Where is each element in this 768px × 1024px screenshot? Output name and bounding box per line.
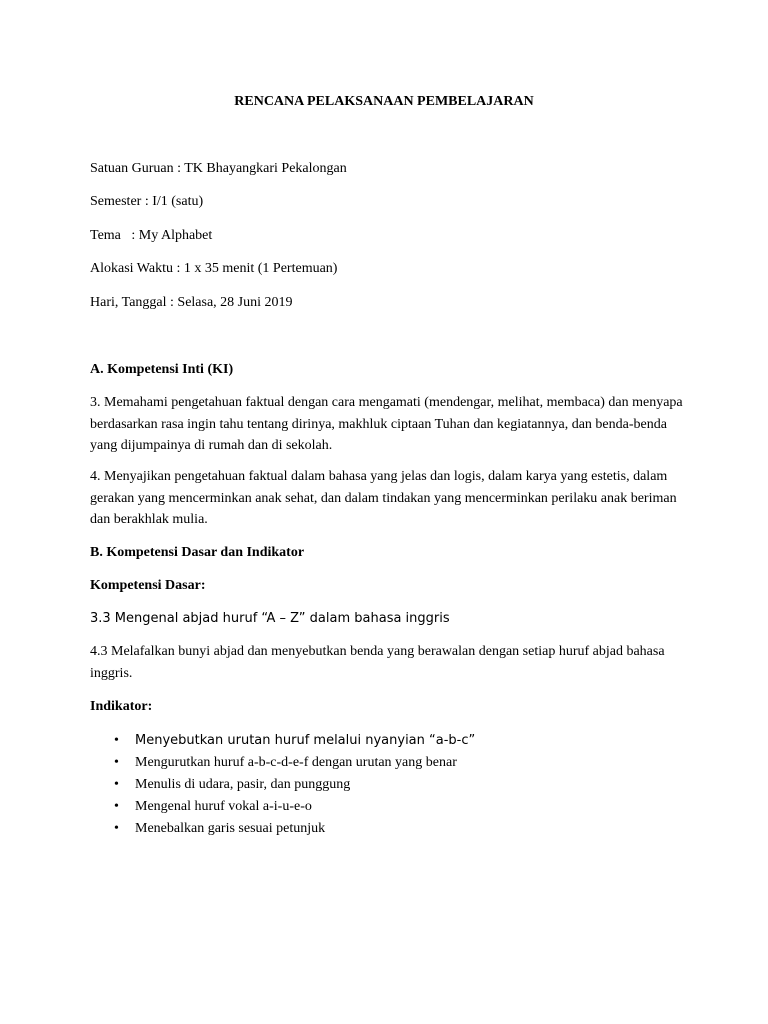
indikator-item: [90, 752, 690, 774]
kompetensi-dasar-heading: Kompetensi Dasar:: [90, 578, 206, 593]
bullet-icon: •: [114, 799, 119, 814]
ki-4-paragraph: 4. Menyajikan pengetahuan faktual dalam bahasa yang jelas dan logis, dalam karya yang estetis, dalam gerakan yang mencerminkan anak sehat, dan dalam tindakan yang mencerminkan perilaku anak beriman dan berakhlak mulia.: [90, 469, 677, 527]
info-satuan: Satuan Guruan : TK Bhayangkari Pekalongan: [90, 161, 347, 176]
ki-3-paragraph: 3. Memahami pengetahuan faktual dengan cara mengamati (mendengar, melihat, membaca) dan menyapa berdasarkan rasa ingin tahu tentang dirinya, makhluk ciptaan Tuhan dan kegiatannya, dan benda-benda yang dijumpainya di rumah dan di sekolah.: [90, 395, 683, 453]
section-b-heading: B. Kompetensi Dasar dan Indikator: [90, 545, 305, 560]
indikator-item: [90, 774, 690, 796]
document-title: RENCANA PELAKSANAAN PEMBELAJARAN: [234, 94, 534, 109]
info-semester: Semester : I/1 (satu): [90, 194, 204, 209]
bullet-icon: •: [114, 755, 119, 770]
section-a-heading: A. Kompetensi Inti (KI): [90, 362, 234, 377]
indikator-item: [90, 796, 690, 818]
indikator-item-text: Mengenal huruf vokal a-i-u-e-o: [135, 799, 312, 814]
info-alokasi-waktu: Alokasi Waktu : 1 x 35 menit (1 Pertemuan): [90, 261, 338, 276]
indikator-item-text: Menebalkan garis sesuai petunjuk: [135, 821, 326, 836]
indikator-item: [90, 818, 690, 840]
indikator-item-text: Mengurutkan huruf a-b-c-d-e-f dengan urutan yang benar: [135, 755, 457, 770]
indikator-item-text: Menyebutkan urutan huruf melalui nyanyian “a-b-c”: [135, 733, 476, 748]
indikator-list: [90, 730, 690, 840]
bullet-icon: •: [114, 733, 119, 748]
bullet-icon: •: [114, 821, 119, 836]
kd-3-3: 3.3 Mengenal abjad huruf “A – Z” dalam bahasa inggris: [90, 611, 450, 626]
bullet-icon: •: [114, 777, 119, 792]
info-tema: Tema : My Alphabet: [90, 228, 213, 243]
indikator-heading: Indikator:: [90, 699, 153, 714]
indikator-item: [90, 730, 690, 752]
info-hari-tanggal: Hari, Tanggal : Selasa, 28 Juni 2019: [90, 295, 293, 310]
indikator-item-text: Menulis di udara, pasir, dan punggung: [135, 777, 351, 792]
kd-4-3: 4.3 Melafalkan bunyi abjad dan menyebutkan benda yang berawalan dengan setiap huruf abjad bahasa inggris.: [90, 644, 665, 681]
